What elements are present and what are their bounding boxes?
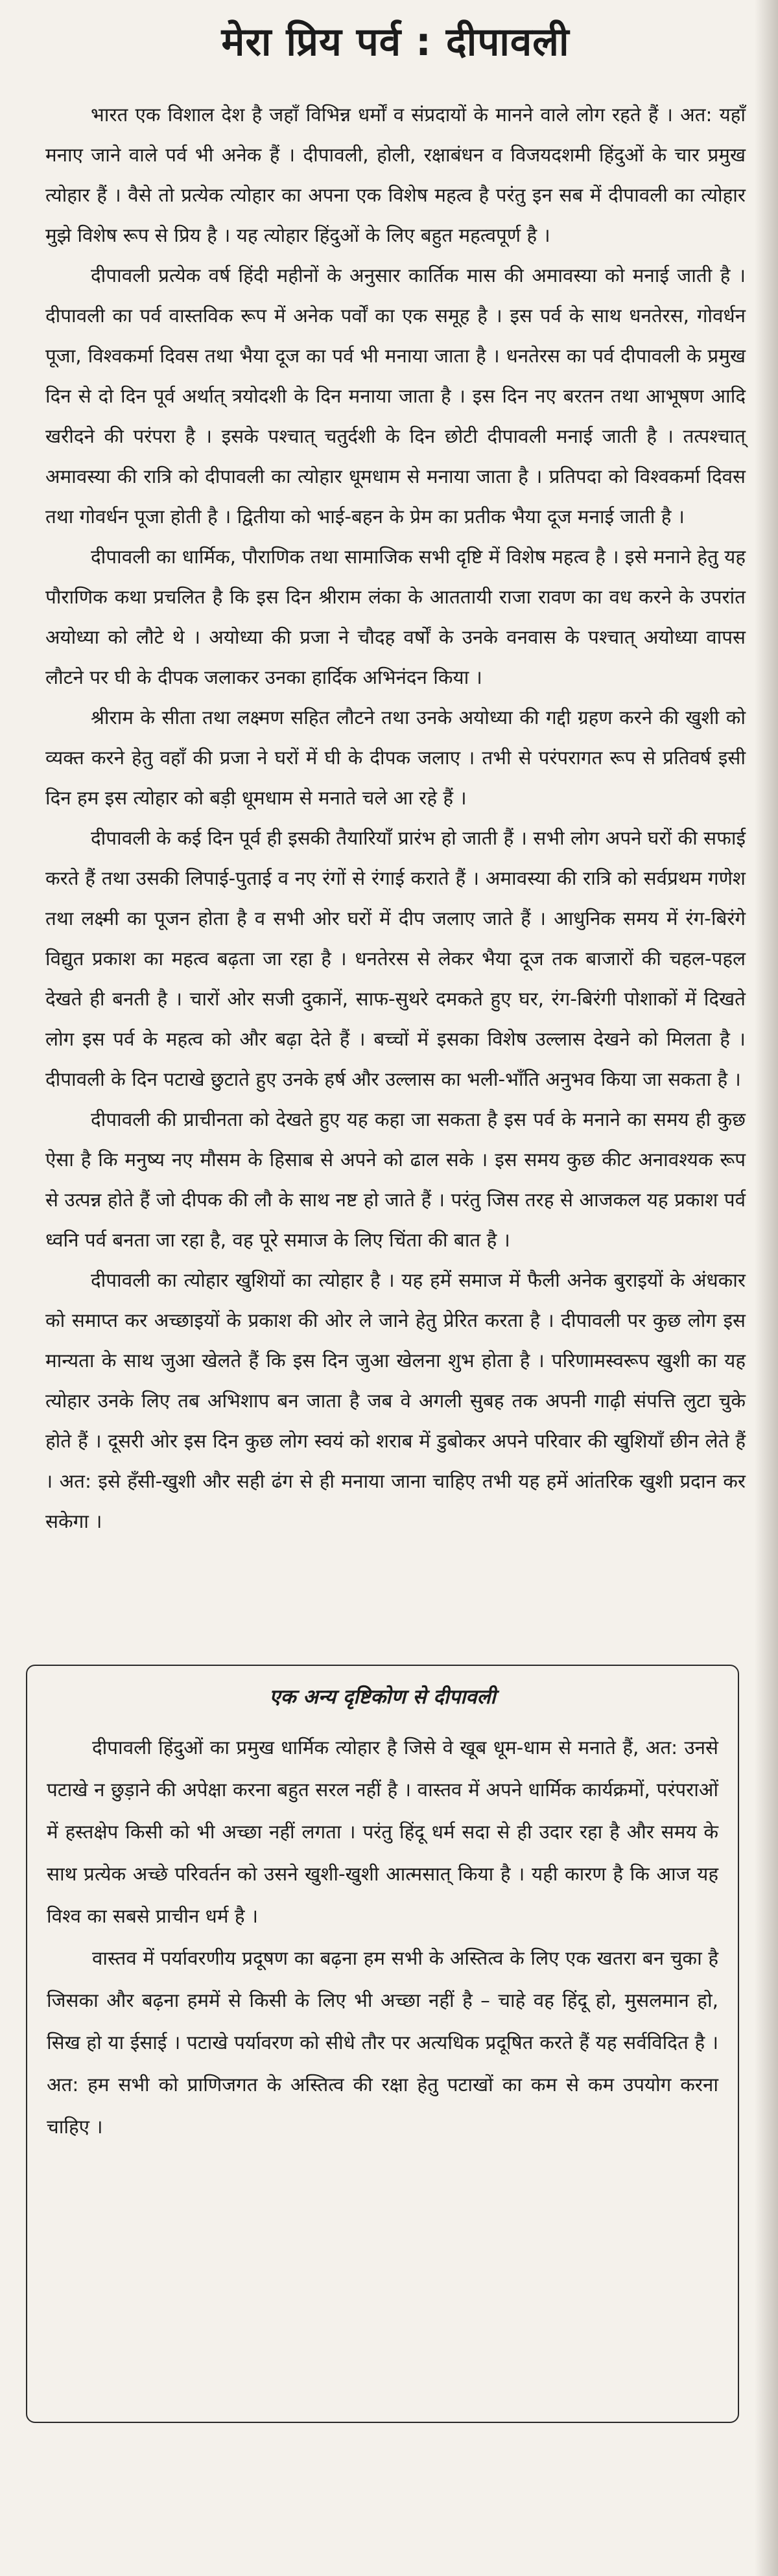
paragraph-preparations: दीपावली के कई दिन पूर्व ही इसकी तैयारियाँ प्रारंभ हो जाती हैं । सभी लोग अपने घरों की सफाई करते हैं तथा उसकी लिपाई-पुताई व नए रंगों से रंगाई कराते हैं । अमावस्या की रात्रि को सर्वप्रथम गणेश तथा लक्ष्मी का पूजन होता है व सभी ओर घरों में दीप जलाए जाते हैं । आधुनिक समय में रंग-बिरंगे विद्युत प्रकाश का महत्व बढ़ता जा रहा है । धनतेरस से लेकर भैया दूज तक बाजारों की चहल-पहल देखते ही बनती है । चारों ओर सजी दुकानें, साफ-सुथरे दमकते हुए घर, रंग-बिरंगी पोशाकों में दिखते लोग इस पर्व के महत्व को और बढ़ा देते हैं । बच्चों में इसका विशेष उल्लास देखने को मिलता है । दीपावली के दिन पटाखे छुटाते हुए उनके हर्ष और उल्लास का भली-भाँति अनुभव किया जा सकता है । — [45, 827, 746, 1090]
paragraph-antiquity: दीपावली की प्राचीनता को देखते हुए यह कहा जा सकता है इस पर्व के मनाने का समय ही कुछ ऐसा है कि मनुष्य नए मौसम के हिसाब से अपने को ढाल सके । इस समय कुछ कीट अनावश्यक रूप से उत्पन्न होते हैं जो दीपक की लौ के साथ नष्ट हो जाते हैं । परंतु जिस तरह से आजकल यह प्रकाश पर्व ध्वनि पर्व बनता जा रहा है, वह पूरे समाज के लिए चिंता की बात है । — [45, 1108, 746, 1251]
box-paragraph-religion: दीपावली हिंदुओं का प्रमुख धार्मिक त्योहार है जिसे वे खूब धूम-धाम से मनाते हैं, अत: उनसे पटाखे न छुड़ाने की अपेक्षा करना बहुत सरल नहीं है । वास्तव में अपने धार्मिक कार्यक्रमों, परंपराओं में हस्तक्षेप किसी को भी अच्छा नहीं लगता । परंतु हिंदू धर्म सदा से ही उदार रहा है और समय के साथ प्रत्येक अच्छे परिवर्तन को उसने खुशी-खुशी आत्मसात् किया है । यही कारण है कि आज यह विश्व का सबसे प्राचीन धर्म है । — [47, 1737, 718, 1927]
perspective-box — [26, 1665, 739, 2423]
paragraph-significance: दीपावली का धार्मिक, पौराणिक तथा सामाजिक सभी दृष्टि में विशेष महत्व है । इसे मनाने हेतु यह पौराणिक कथा प्रचलित है कि इस दिन श्रीराम लंका के आततायी राजा रावण का वध करने के उपरांत अयोध्या को लौटे थे । अयोध्या की प्रजा ने चौदह वर्षों के उनके वनवास के पश्चात् अयोध्या वापस लौटने पर घी के दीपक जलाकर उनका हार्दिक अभिनंदन किया । — [45, 546, 746, 688]
paragraph-conclusion: दीपावली का त्योहार खुशियों का त्योहार है । यह हमें समाज में फैली अनेक बुराइयों के अंधकार को समाप्त कर अच्छाइयों के प्रकाश की ओर ले जाने हेतु प्रेरित करता है । दीपावली पर कुछ लोग इस मान्यता के साथ जुआ खेलते हैं कि इस दिन जुआ खेलना शुभ होता है । परिणामस्वरूप खुशी का यह त्योहार उनके लिए तब अभिशाप बन जाता है जब वे अगली सुबह तक अपनी गाढ़ी संपत्ति लुटा चुके होते हैं । दूसरी ओर इस दिन कुछ लोग स्वयं को शराब में डुबोकर अपने परिवार की खुशियाँ छीन लेते हैं । अत: इसे हँसी-खुशी और सही ढंग से ही मनाया जाना चाहिए तभी यह हमें आंतरिक खुशी प्रदान कर सकेगा । — [45, 1269, 746, 1532]
paragraph-dates: दीपावली प्रत्येक वर्ष हिंदी महीनों के अनुसार कार्तिक मास की अमावस्या को मनाई जाती है । दीपावली का पर्व वास्तविक रूप में अनेक पर्वों का एक समूह है । इस पर्व के साथ धनतेरस, गोवर्धन पूजा, विश्वकर्मा दिवस तथा भैया दूज का पर्व भी मनाया जाता है । धनतेरस का पर्व दीपावली के प्रमुख दिन से दो दिन पूर्व अर्थात् त्रयोदशी के दिन मनाया जाता है । इस दिन नए बरतन तथा आभूषण आदि खरीदने की परंपरा है । इसके पश्चात् चतुर्दशी के दिन छोटी दीपावली मनाई जाती है । तत्पश्चात् अमावस्या की रात्रि को दीपावली का त्योहार धूमधाम से मनाया जाता है । प्रतिपदा को विश्वकर्मा दिवस तथा गोवर्धन पूजा होती है । द्वितीया को भाई-बहन के प्रेम का प्रतीक भैया दूज मनाई जाती है । — [45, 264, 746, 528]
essay-body — [45, 95, 746, 1541]
box-title: एक अन्य दृष्टिकोण से दीपावली — [269, 1685, 496, 1709]
paragraph-tradition: श्रीराम के सीता तथा लक्ष्मण सहित लौटने तथा उनके अयोध्या की गद्दी ग्रहण करने की खुशी को व्यक्त करने हेतु वहाँ की प्रजा ने घरों में घी के दीपक जलाए । तभी से परंपरागत रूप से प्रतिवर्ष इसी दिन हम इस त्योहार को बड़ी धूमधाम से मनाते चले आ रहे हैं । — [45, 707, 746, 809]
box-paragraph-environment: वास्तव में पर्यावरणीय प्रदूषण का बढ़ना हम सभी के अस्तित्व के लिए एक खतरा बन चुका है जिसका और बढ़ना हममें से किसी के लिए भी अच्छा नहीं है – चाहे वह हिंदू हो, मुसलमान हो, सिख हो या ईसाई । पटाखे पर्यावरण को सीधे तौर पर अत्यधिक प्रदूषित करते हैं यह सर्वविदित है । अत: हम सभी को प्राणिजगत के अस्तित्व की रक्षा हेतु पटाखों का कम से कम उपयोग करना चाहिए । — [47, 1947, 718, 2138]
page-title: मेरा प्रिय पर्व : दीपावली — [221, 19, 570, 65]
page-edge-shadow — [755, 0, 778, 2576]
paragraph-intro: भारत एक विशाल देश है जहाँ विभिन्न धर्मों व संप्रदायों के मानने वाले लोग रहते हैं । अत: यहाँ मनाए जाने वाले पर्व भी अनेक हैं । दीपावली, होली, रक्षाबंधन व विजयदशमी हिंदुओं के चार प्रमुख त्योहार हैं । वैसे तो प्रत्येक त्योहार का अपना एक विशेष महत्व है परंतु इन सब में दीपावली का त्योहार मुझे विशेष रूप से प्रिय है । यह त्योहार हिंदुओं के लिए बहुत महत्वपूर्ण है । — [45, 104, 746, 246]
